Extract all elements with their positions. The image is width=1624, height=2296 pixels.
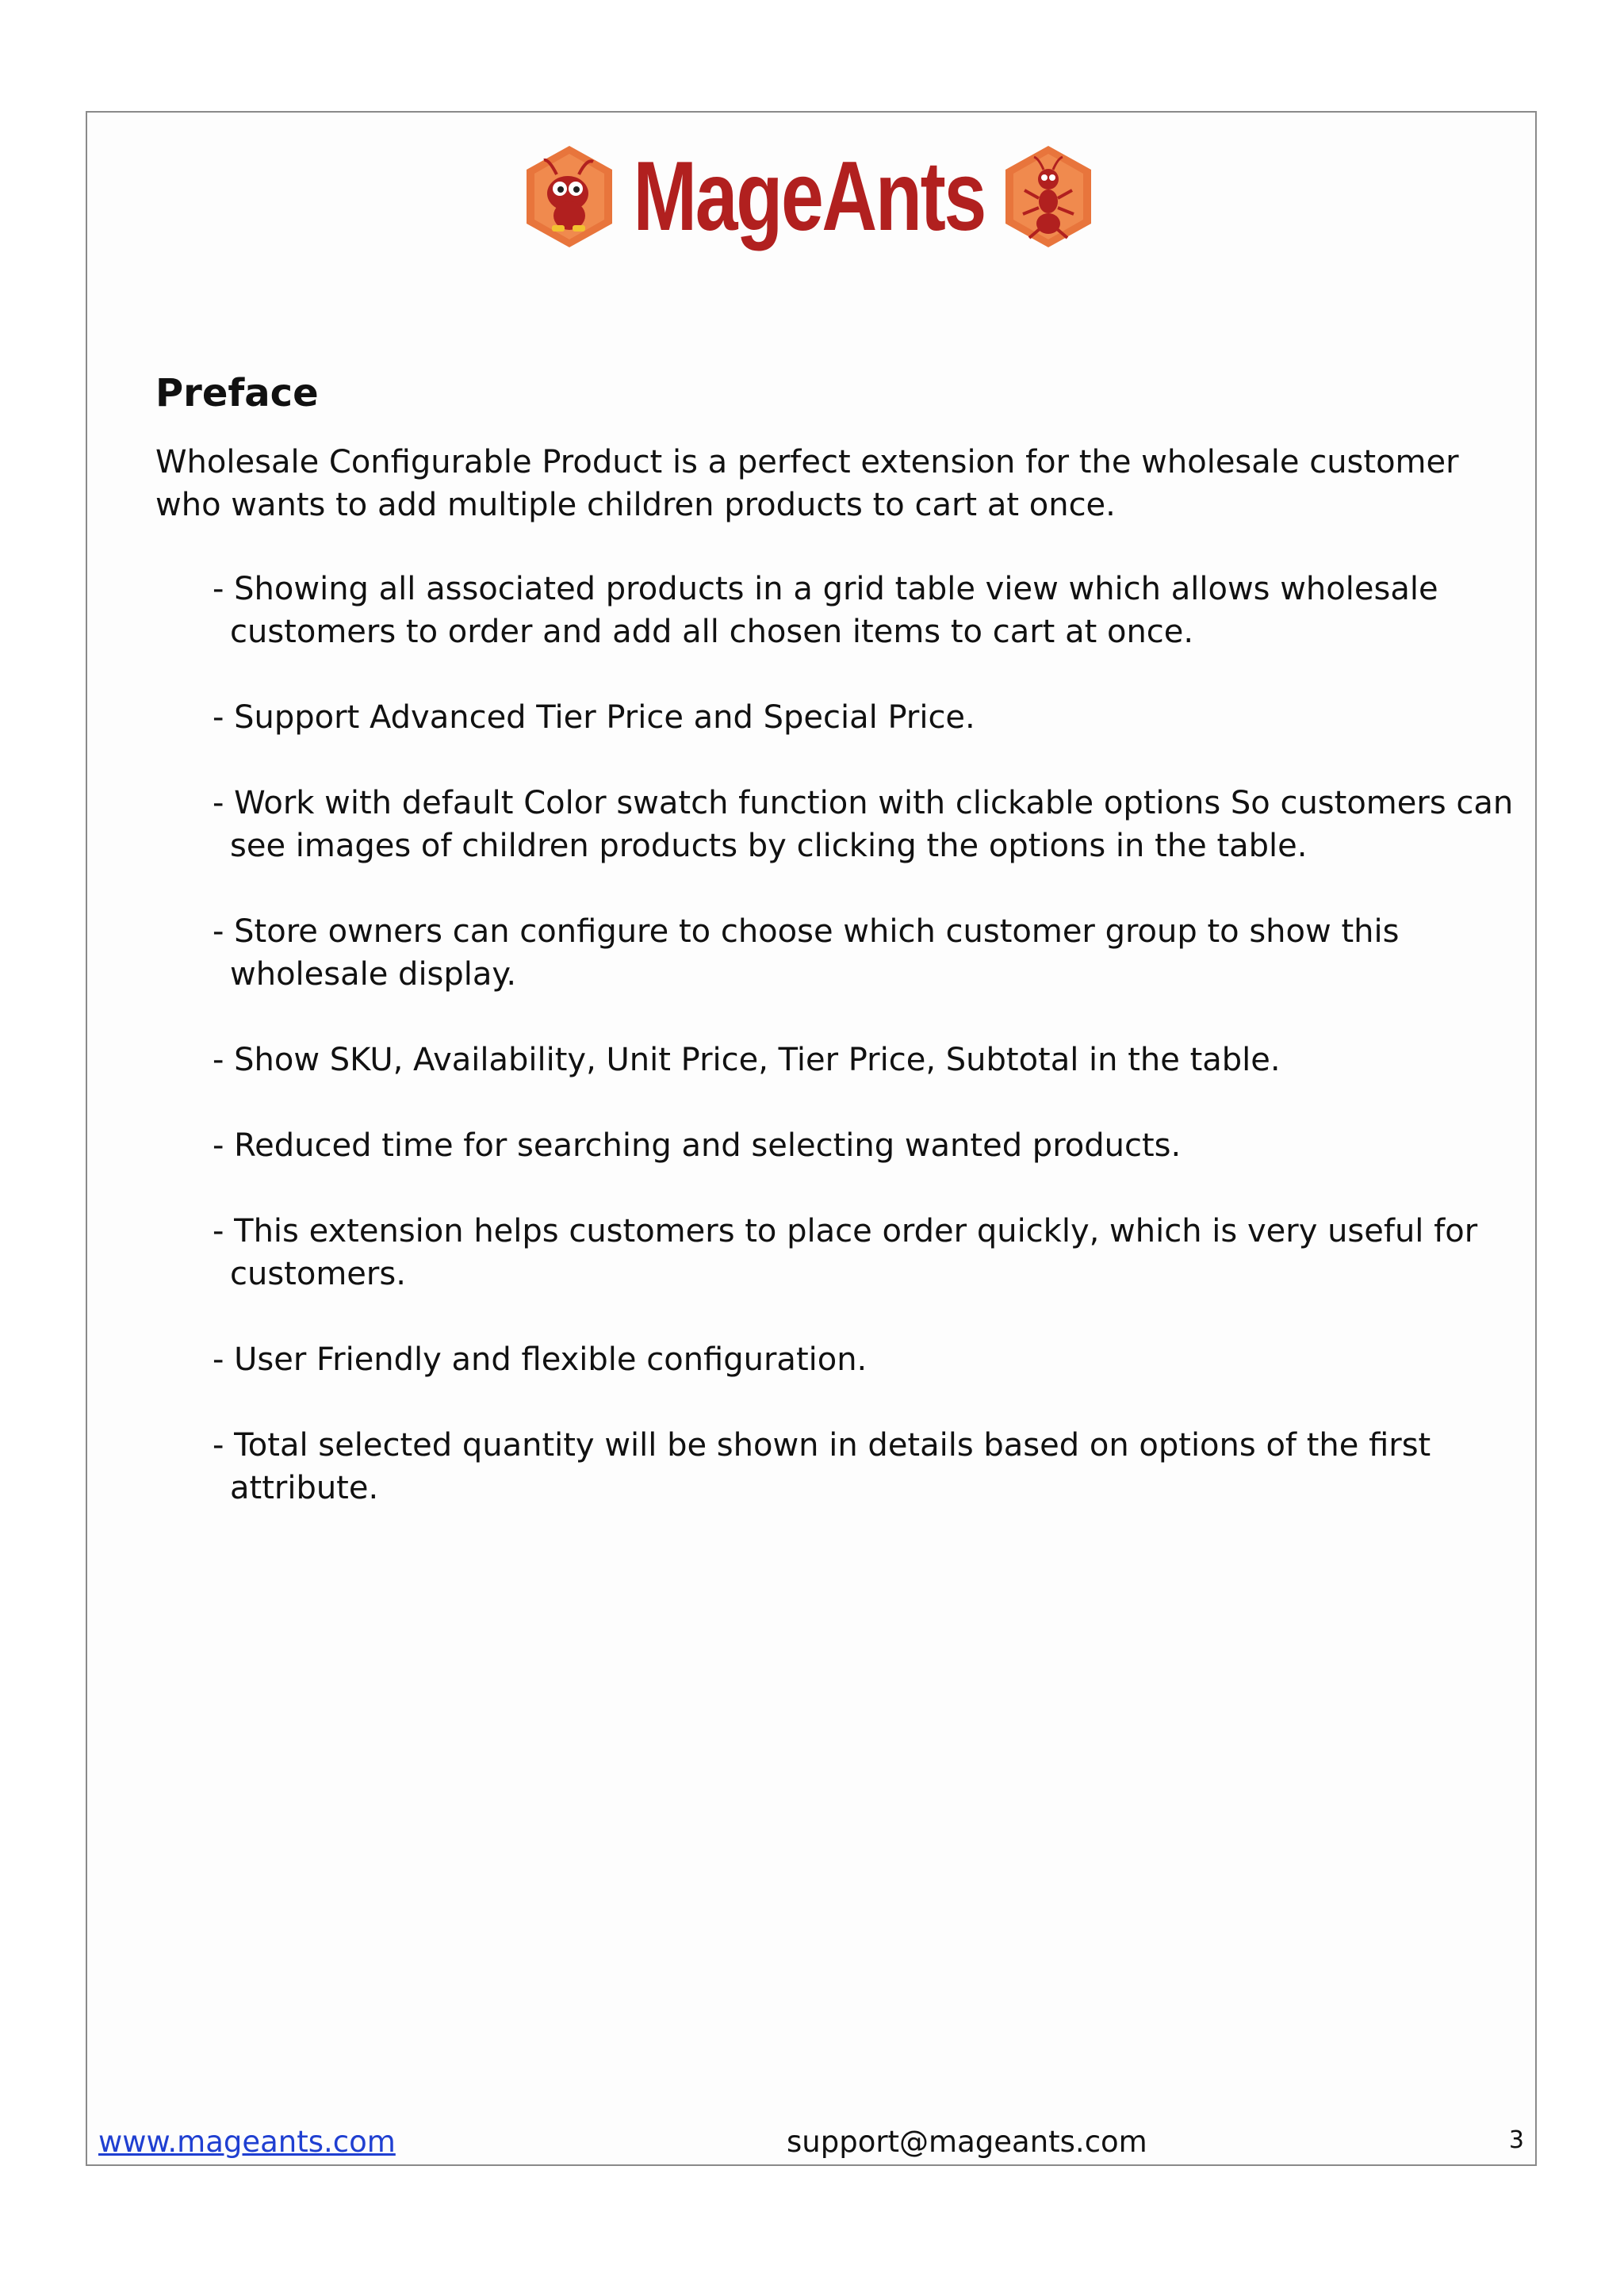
- list-item: - Total selected quantity will be shown in details based on options of the first attribute.: [213, 1427, 1431, 1506]
- page-number: 3: [1508, 2126, 1524, 2154]
- list-item: - Show SKU, Availability, Unit Price, Tier Price, Subtotal in the table.: [213, 1042, 1281, 1078]
- list-item: - Reduced time for searching and selecting wanted products.: [213, 1127, 1182, 1164]
- section-title: Preface: [155, 371, 319, 415]
- list-item: - This extension helps customers to place order quickly, which is very useful for customers.: [213, 1213, 1478, 1292]
- brand-name: MageAnts: [633, 142, 985, 251]
- ant-mascot-icon: [1001, 143, 1096, 251]
- ant-mascot-icon: [522, 143, 617, 251]
- intro-paragraph: Wholesale Configurable Product is a perfect extension for the wholesale customer who wants to add multiple children products to cart at once.: [155, 444, 1459, 523]
- support-email: support@mageants.com: [787, 2125, 1147, 2159]
- brand-logo: [508, 141, 1110, 252]
- feature-list: [213, 568, 1521, 1552]
- list-item: - Work with default Color swatch function with clickable options So customers can see images of children products by clicking the options in the table.: [213, 785, 1514, 864]
- list-item: - Showing all associated products in a grid table view which allows wholesale customers to order and add all chosen items to cart at once.: [213, 571, 1438, 650]
- list-item: - Support Advanced Tier Price and Special Price.: [213, 699, 975, 736]
- list-item: - User Friendly and flexible configuration.: [213, 1341, 868, 1378]
- website-link[interactable]: www.mageants.com: [98, 2125, 396, 2159]
- list-item: - Store owners can configure to choose which customer group to show this wholesale display.: [213, 913, 1400, 993]
